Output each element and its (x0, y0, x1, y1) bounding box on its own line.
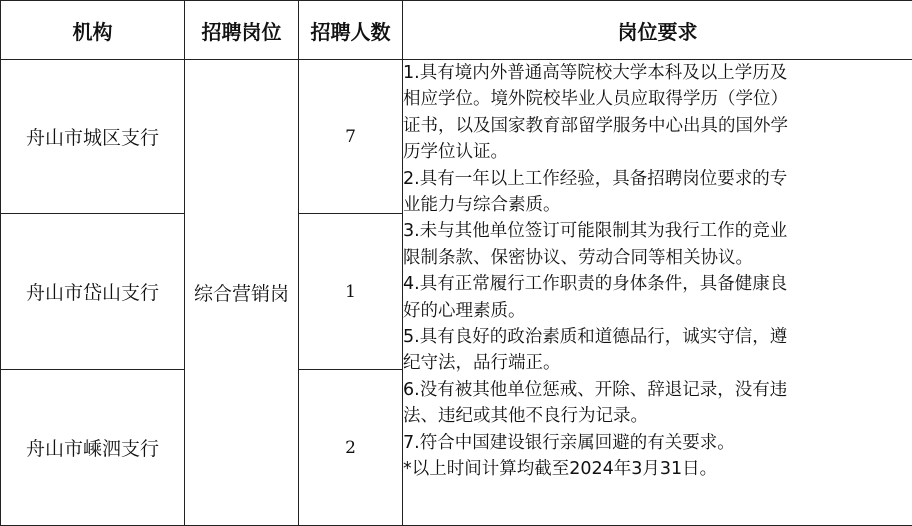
count-cell: 7 (299, 60, 403, 214)
table-row (1, 60, 912, 214)
requirement-line: 2.具有一年以上工作经验，具备招聘岗位要求的专 (403, 168, 788, 189)
header-count: 招聘人数 (299, 1, 403, 60)
requirement-line: 好的心理素质。 (403, 300, 526, 321)
requirement-line: 5.具有良好的政治素质和道德品行，诚实守信，遵 (403, 327, 788, 348)
count-cell: 1 (299, 214, 403, 370)
requirement-line: 6.没有被其他单位惩戒、开除、辞退记录，没有违 (403, 379, 788, 400)
org-cell: 舟山市城区支行 (1, 60, 185, 214)
requirement-line: 4.具有正常履行工作职责的身体条件，具备健康良 (403, 274, 788, 295)
requirement-line: 限制条款、保密协议、劳动合同等相关协议。 (403, 247, 753, 268)
requirement-line: 7.符合中国建设银行亲属回避的有关要求。 (403, 432, 735, 453)
org-cell: 舟山市嵊泗支行 (1, 370, 185, 526)
header-row (1, 1, 912, 60)
requirement-line: 法、违纪或其他不良行为记录。 (403, 406, 648, 427)
requirement-line: 业能力与综合素质。 (403, 195, 561, 216)
post-cell: 综合营销岗 (185, 60, 299, 526)
requirements-cell (403, 60, 912, 526)
requirement-line: *以上时间计算均截至2024年3月31日。 (403, 459, 718, 480)
requirement-line: 1.具有境内外普通高等院校大学本科及以上学历及 (403, 63, 788, 83)
requirement-line: 相应学位。境外院校毕业人员应取得学历（学位） (403, 89, 788, 110)
requirement-line: 3.未与其他单位签订可能限制其为我行工作的竞业 (403, 221, 788, 242)
header-requirements: 岗位要求 (403, 1, 912, 60)
header-org: 机构 (1, 1, 185, 60)
requirement-line: 证书，以及国家教育部留学服务中心出具的国外学 (403, 115, 788, 136)
count-cell: 2 (299, 370, 403, 526)
requirement-line: 历学位认证。 (403, 142, 508, 163)
header-post: 招聘岗位 (185, 1, 299, 60)
requirement-line: 纪守法，品行端正。 (403, 353, 561, 374)
org-cell: 舟山市岱山支行 (1, 214, 185, 370)
